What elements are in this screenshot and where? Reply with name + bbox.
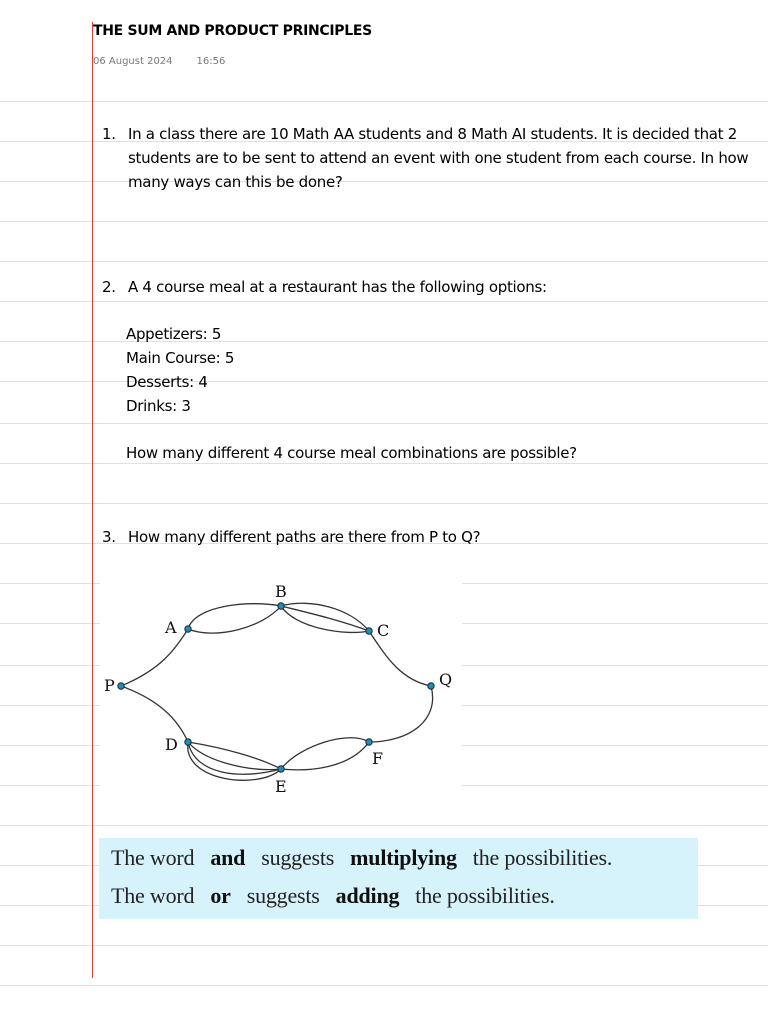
node-label-p: P: [104, 676, 115, 695]
tip-line-or: [111, 883, 555, 909]
tip-line-and: [111, 845, 612, 871]
ruled-line: [0, 945, 768, 946]
tip-text: The word: [111, 883, 195, 908]
question-number: 2.: [102, 278, 116, 296]
node-b: [278, 603, 284, 609]
menu-option: Main Course: 5: [126, 349, 235, 367]
question-1: [100, 122, 760, 194]
node-label-d: D: [165, 735, 178, 754]
tip-keyword: or: [210, 883, 231, 908]
ruled-line: [0, 261, 768, 262]
tip-text: The word: [111, 845, 195, 870]
node-q: [428, 683, 434, 689]
note-time: 16:56: [196, 56, 226, 67]
tip-box: [99, 838, 698, 919]
question-followup: How many different 4 course meal combinations are possible?: [126, 444, 577, 462]
question-text: In a class there are 10 Math AA students and 8 Math AI students. It is decided that 2 students are to be sent to attend an event with one student from each course. In how many ways can this be done?: [128, 125, 749, 191]
node-label-b: B: [275, 582, 287, 601]
ruled-line: [0, 101, 768, 102]
menu-option: Drinks: 3: [126, 397, 191, 415]
ruled-line: [0, 341, 768, 342]
tip-operation: multiplying: [350, 845, 457, 870]
question-number: 1.: [102, 125, 116, 143]
ruled-line: [0, 221, 768, 222]
tip-text: the possibilities.: [415, 883, 555, 908]
menu-option: Desserts: 4: [126, 373, 208, 391]
node-c: [366, 628, 372, 634]
ruled-line: [0, 503, 768, 504]
node-p: [118, 683, 124, 689]
question-text: A 4 course meal at a restaurant has the following options:: [128, 278, 547, 296]
question-number: 3.: [102, 528, 116, 546]
ruled-line: [0, 381, 768, 382]
tip-text: suggests: [246, 883, 320, 908]
tip-text: suggests: [261, 845, 335, 870]
tip-keyword: and: [210, 845, 246, 870]
page-title: THE SUM AND PRODUCT PRINCIPLES: [93, 23, 372, 39]
note-timestamp: [93, 56, 225, 67]
question-3: [100, 525, 760, 549]
node-e: [278, 766, 284, 772]
node-label-c: C: [377, 621, 390, 640]
ruled-line: [0, 825, 768, 826]
node-label-a: A: [165, 618, 177, 637]
node-d: [185, 739, 191, 745]
question-2: [100, 275, 760, 299]
tip-text: the possibilities.: [472, 845, 613, 870]
node-f: [366, 739, 372, 745]
menu-option: Appetizers: 5: [126, 325, 222, 343]
question-text: How many different paths are there from P to Q?: [128, 528, 481, 546]
node-label-e: E: [275, 777, 287, 796]
note-date: 06 August 2024: [93, 56, 173, 67]
ruled-line: [0, 985, 768, 986]
node-label-q: Q: [439, 670, 453, 689]
margin-line: [92, 22, 93, 978]
ruled-line: [0, 301, 768, 302]
node-a: [185, 626, 191, 632]
ruled-line: [0, 423, 768, 424]
node-label-f: F: [372, 749, 384, 768]
tip-operation: adding: [335, 883, 400, 908]
path-diagram: [100, 575, 462, 797]
